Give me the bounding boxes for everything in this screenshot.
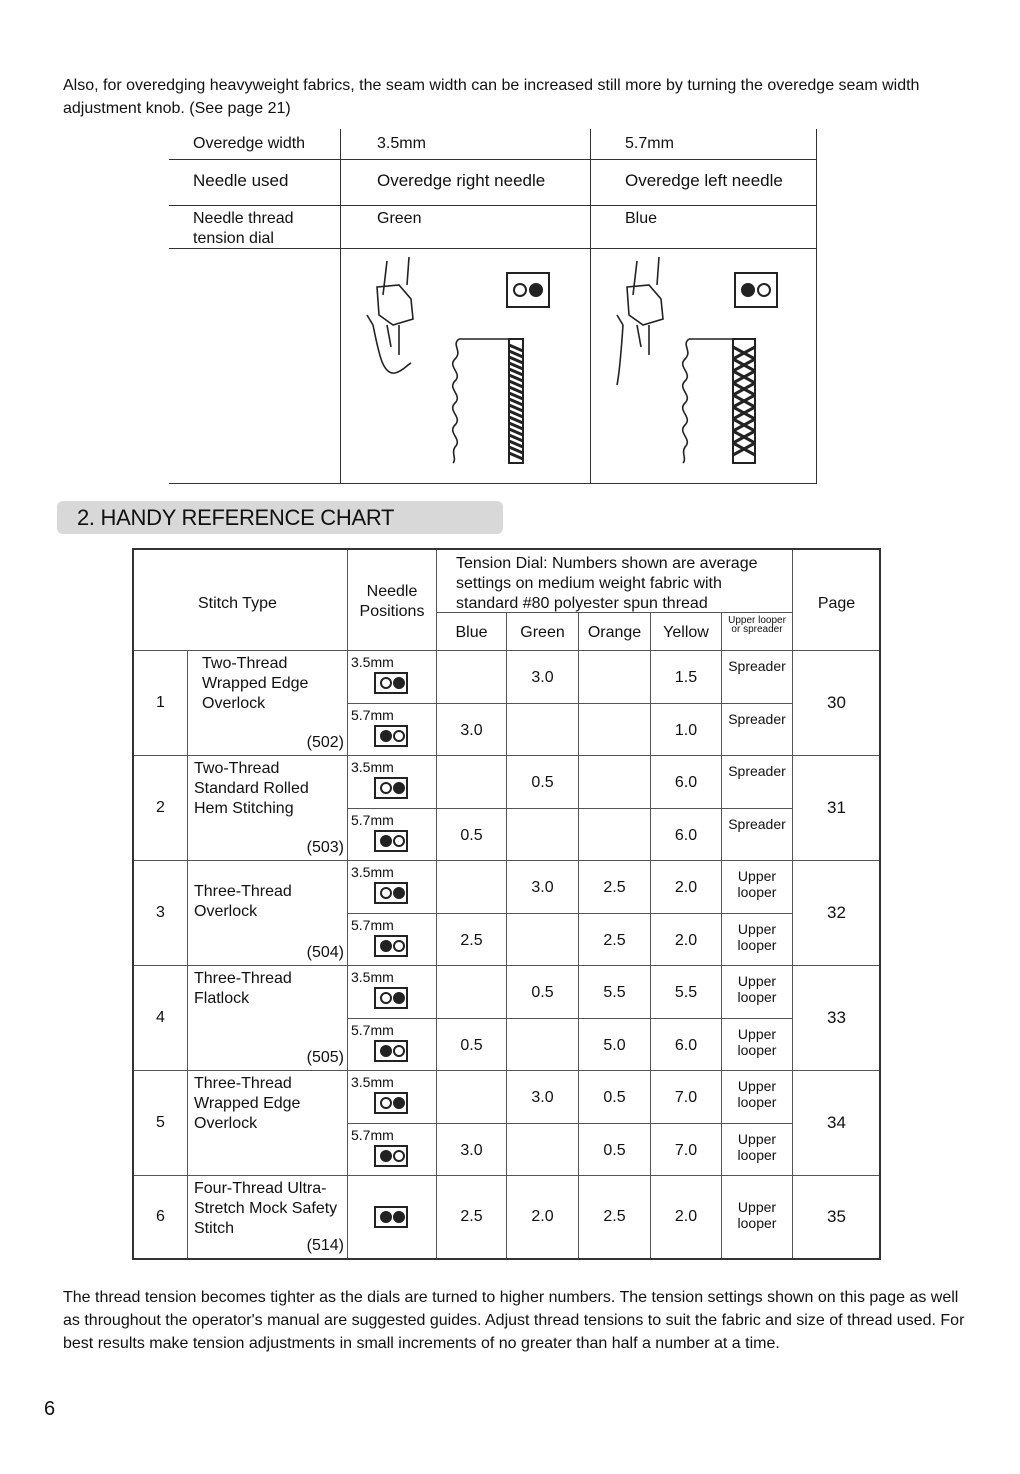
header-upper-looper: Upper looper or spreader — [728, 615, 786, 635]
needle-pos-label: 5.7mm — [351, 706, 394, 723]
looper-setting: Upper looper — [737, 1198, 777, 1231]
tension-yellow: 1.5 — [674, 669, 698, 687]
tension-orange: 2.5 — [603, 879, 626, 897]
needle-right: Overedge right needle — [377, 171, 546, 190]
needle-position-icon — [374, 1092, 408, 1114]
looper-setting: Upper looper — [737, 973, 777, 1006]
row-divider — [134, 965, 879, 966]
row-number: 5 — [156, 1113, 165, 1131]
needle-pos-label: 3.5mm — [351, 654, 394, 670]
tension-yellow: 5.5 — [674, 984, 698, 1002]
row-divider — [134, 860, 879, 861]
stitch-code: (505) — [306, 1049, 344, 1066]
row-number: 6 — [156, 1207, 165, 1225]
needle-pos-label: 3.5mm — [351, 1074, 394, 1090]
looper-setting: Spreader — [728, 815, 786, 832]
reference-chart — [132, 548, 881, 1260]
tension-green: 0.5 — [531, 984, 554, 1002]
tension-green: Green — [377, 210, 422, 227]
needle-position-icon — [374, 725, 408, 747]
looper-setting: Upper looper — [737, 1130, 777, 1163]
sub-row-divider — [347, 913, 792, 914]
page-number: 6 — [44, 1398, 56, 1420]
needle-position-icon — [374, 830, 408, 852]
tension-orange: 0.5 — [603, 1141, 626, 1159]
needle-pos-label: 3.5mm — [351, 759, 394, 775]
header-stitch-type: Stitch Type — [198, 595, 277, 612]
needle-position-icon — [374, 882, 408, 904]
looper-setting: Spreader — [728, 710, 786, 727]
row-divider — [134, 1070, 879, 1071]
needle-left: Overedge left needle — [625, 171, 783, 190]
stitch-name: Four-Thread Ultra-Stretch Mock Safety Stitch — [194, 1180, 338, 1237]
stitch-code: (514) — [306, 1237, 344, 1254]
tension-blue: 2.5 — [460, 1207, 483, 1225]
tension-blue: 3.0 — [460, 721, 483, 739]
page-ref: 34 — [827, 1112, 846, 1132]
page-ref: 35 — [827, 1206, 846, 1226]
page-ref: 32 — [827, 902, 846, 922]
stitch-code: (503) — [306, 839, 344, 856]
stitch-code: (504) — [306, 944, 344, 961]
tension-orange: 2.5 — [603, 1207, 626, 1225]
tension-orange: 5.5 — [603, 984, 626, 1002]
sub-row-divider — [347, 1123, 792, 1124]
stitch-name: Three-Thread Overlock — [194, 883, 292, 920]
tension-green: 3.0 — [531, 879, 554, 897]
tension-green: 0.5 — [531, 774, 554, 792]
looper-setting: Upper looper — [737, 1025, 777, 1058]
needle-position-icon — [374, 672, 408, 694]
header-orange: Orange — [587, 624, 642, 641]
header-green: Green — [520, 624, 565, 641]
tension-blue: 3.0 — [460, 1141, 483, 1159]
stitch-name: Two-Thread Wrapped Edge Overlock — [202, 655, 309, 712]
tension-blue: Blue — [625, 210, 658, 227]
overedge-width-57: 5.7mm — [625, 135, 674, 152]
stitch-code: (502) — [306, 734, 344, 751]
overedge-57-illustration — [609, 255, 809, 477]
tension-blue: 0.5 — [460, 1036, 483, 1054]
tension-green: 3.0 — [531, 1089, 554, 1107]
needle-position-icon — [374, 987, 408, 1009]
tension-orange: 0.5 — [603, 1089, 626, 1107]
needle-pos-label: 5.7mm — [351, 811, 394, 828]
needle-position-icon — [374, 1206, 408, 1228]
tension-yellow: 6.0 — [674, 1036, 698, 1054]
overedge-table — [169, 129, 817, 484]
section-title: 2. HANDY REFERENCE CHART — [57, 501, 503, 534]
tension-yellow: 7.0 — [674, 1141, 698, 1159]
tension-blue: 0.5 — [460, 826, 483, 844]
page-ref: 30 — [827, 692, 846, 712]
row-number: 4 — [156, 1008, 165, 1026]
tension-green: 2.0 — [531, 1207, 554, 1225]
page-ref: 31 — [827, 797, 846, 817]
needle-pos-label: 3.5mm — [351, 864, 394, 880]
tension-yellow: 6.0 — [674, 826, 698, 844]
tension-yellow: 1.0 — [674, 721, 698, 739]
header-page: Page — [817, 595, 856, 612]
header-tension-note: Tension Dial: Numbers shown are average settings on medium weight fabric with standard #80 polyester spun thread — [456, 555, 758, 612]
needle-pos-label: 5.7mm — [351, 916, 394, 933]
header-needle-positions: Needle Positions — [359, 583, 425, 620]
tension-orange: 5.0 — [603, 1036, 626, 1054]
needle-position-icon — [374, 777, 408, 799]
row-number: 3 — [156, 903, 165, 921]
page-ref: 33 — [827, 1007, 846, 1027]
footer-paragraph: The thread tension becomes tighter as the dials are turned to higher numbers. The tension settings shown on this page as well as throughout the operator's manual are suggested guides. Adjust thread tensions to suit the fabric and size of thread used. For best results make tension adjustments in small increments of no greater than half a number at a time. — [63, 1289, 965, 1352]
row-number: 1 — [156, 693, 165, 711]
overedge-35-illustration — [359, 255, 579, 477]
needle-pos-label: 5.7mm — [351, 1126, 394, 1143]
needle-pos-label: 5.7mm — [351, 1021, 394, 1038]
intro-paragraph: Also, for overedging heavyweight fabrics, the seam width can be increased still more by turning the overedge seam width adjustment knob. (See page 21) — [63, 77, 920, 117]
tension-blue: 2.5 — [460, 931, 483, 949]
header-blue: Blue — [455, 624, 488, 641]
sub-row-divider — [347, 1018, 792, 1019]
looper-setting: Upper looper — [737, 1078, 777, 1111]
row-divider — [134, 1175, 879, 1176]
overedge-width-label: Overedge width — [193, 135, 306, 152]
tension-yellow: 6.0 — [674, 774, 698, 792]
sub-row-divider — [347, 808, 792, 809]
looper-setting: Spreader — [728, 763, 786, 780]
stitch-name: Three-Thread Wrapped Edge Overlock — [194, 1075, 301, 1132]
tension-orange: 2.5 — [603, 931, 626, 949]
tension-yellow: 2.0 — [674, 1207, 698, 1225]
needle-position-icon — [374, 1040, 408, 1062]
tension-dial-label: Needle thread tension dial — [193, 210, 294, 247]
needle-used-label: Needle used — [193, 171, 289, 190]
needle-position-icon — [374, 1145, 408, 1167]
header-yellow: Yellow — [663, 624, 709, 641]
needle-position-icon — [374, 935, 408, 957]
stitch-name: Three-Thread Flatlock — [194, 970, 292, 1007]
tension-yellow: 2.0 — [674, 879, 698, 897]
looper-setting: Spreader — [728, 658, 786, 675]
overedge-width-35: 3.5mm — [377, 135, 426, 152]
sub-row-divider — [347, 703, 792, 704]
stitch-name: Two-Thread Standard Rolled Hem Stitching — [194, 760, 309, 817]
needle-pos-label: 3.5mm — [351, 969, 394, 985]
looper-setting: Upper looper — [737, 868, 777, 901]
row-number: 2 — [156, 798, 165, 816]
looper-setting: Upper looper — [737, 920, 777, 953]
tension-yellow: 2.0 — [674, 931, 698, 949]
row-divider — [134, 755, 879, 756]
tension-yellow: 7.0 — [674, 1089, 698, 1107]
tension-green: 3.0 — [531, 669, 554, 687]
